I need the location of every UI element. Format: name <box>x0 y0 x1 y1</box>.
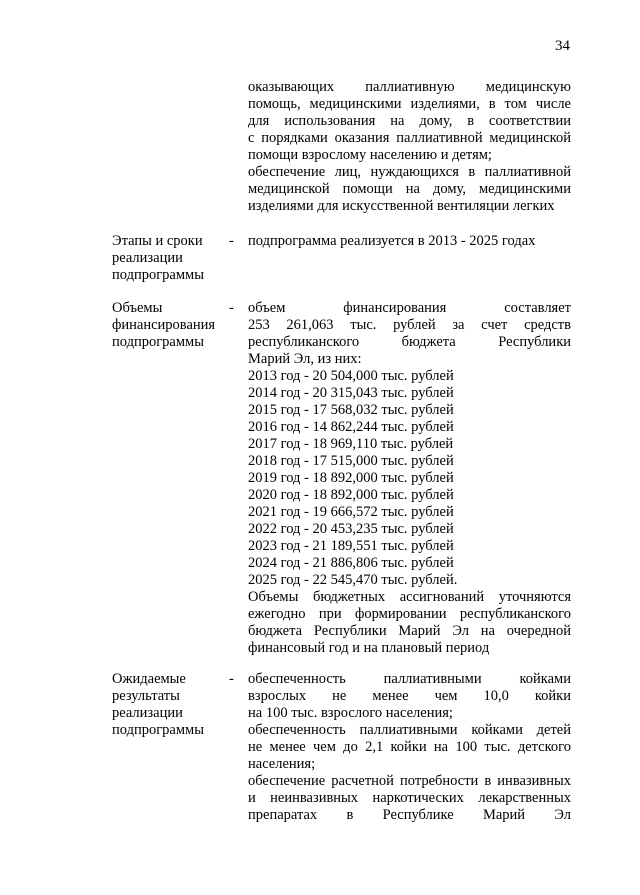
financing-year-line: 2021 год - 19 666,572 тыс. рублей <box>248 504 454 520</box>
text-line: медицинской помощи на дому, медицинскими <box>248 181 571 197</box>
text-line: 253 261,063 тыс. рублей за счет средств <box>248 317 571 333</box>
financing-year-line: 2014 год - 20 315,043 тыс. рублей <box>248 385 454 401</box>
text-line: помощи взрослому населению и детям; <box>248 147 492 163</box>
text-line: изделиями для искусственной вентиляции легких <box>248 198 555 214</box>
text-line: обеспечение расчетной потребности в инвазивных <box>248 773 571 789</box>
text-line: на 100 тыс. взрослого населения; <box>248 705 453 721</box>
text-line: Марий Эл, из них: <box>248 351 362 367</box>
continuation-text <box>248 79 571 215</box>
text-line: препаратах в Республике Марий Эл <box>248 807 571 823</box>
financing-year-line: 2019 год - 18 892,000 тыс. рублей <box>248 470 454 486</box>
text-line: обеспеченность паллиативными койками <box>248 671 571 687</box>
section-content <box>248 233 571 250</box>
financing-year-line: 2016 год - 14 862,244 тыс. рублей <box>248 419 454 435</box>
text-line: Объемы бюджетных ассигнований уточняются <box>248 589 571 605</box>
text-line: не менее чем до 2,1 койки на 100 тыс. детского <box>248 739 571 755</box>
text-line: с порядками оказания паллиативной медицинской <box>248 130 571 146</box>
section-dash: - <box>229 671 234 687</box>
text-line: и неинвазивных наркотических лекарственных <box>248 790 571 806</box>
text-line: населения; <box>248 756 316 772</box>
financing-year-line: 2024 год - 21 886,806 тыс. рублей <box>248 555 454 571</box>
text-line: помощь, медицинскими изделиями, в том числе <box>248 96 571 112</box>
text-line: подпрограмма реализуется в 2013 - 2025 годах <box>248 233 536 249</box>
section-dash: - <box>229 300 234 316</box>
text-line: ежегодно при формировании республиканского <box>248 606 571 622</box>
financing-year-line: 2015 год - 17 568,032 тыс. рублей <box>248 402 454 418</box>
financing-year-line: 2023 год - 21 189,551 тыс. рублей <box>248 538 454 554</box>
section-content <box>248 300 571 657</box>
text-line: для использования на дому, в соответствии <box>248 113 571 129</box>
financing-year-line: 2022 год - 20 453,235 тыс. рублей <box>248 521 454 537</box>
text-line: обеспеченность паллиативными койками детей <box>248 722 571 738</box>
section-label: Этапы и сроки реализации подпрограммы <box>112 233 204 283</box>
financing-year-line: 2017 год - 18 969,110 тыс. рублей <box>248 436 454 452</box>
section-dash: - <box>229 233 234 249</box>
text-line: республиканского бюджета Республики <box>248 334 571 350</box>
text-line: оказывающих паллиативную медицинскую <box>248 79 571 95</box>
financing-year-line: 2018 год - 17 515,000 тыс. рублей <box>248 453 454 469</box>
text-line: взрослых не менее чем 10,0 койки <box>248 688 571 704</box>
text-line: обеспечение лиц, нуждающихся в паллиативной <box>248 164 571 180</box>
section-content <box>248 671 571 824</box>
text-line: финансовый год и на плановый период <box>248 640 490 656</box>
section-label: Объемы финансирования подпрограммы <box>112 300 216 350</box>
financing-year-line: 2013 год - 20 504,000 тыс. рублей <box>248 368 454 384</box>
financing-year-line: 2025 год - 22 545,470 тыс. рублей. <box>248 572 458 588</box>
text-line: бюджета Республики Марий Эл на очередной <box>248 623 571 639</box>
page-number: 34 <box>555 38 570 54</box>
financing-year-line: 2020 год - 18 892,000 тыс. рублей <box>248 487 454 503</box>
section-label: Ожидаемые результаты реализации подпрограммы <box>112 671 204 738</box>
text-line: объем финансирования составляет <box>248 300 571 316</box>
